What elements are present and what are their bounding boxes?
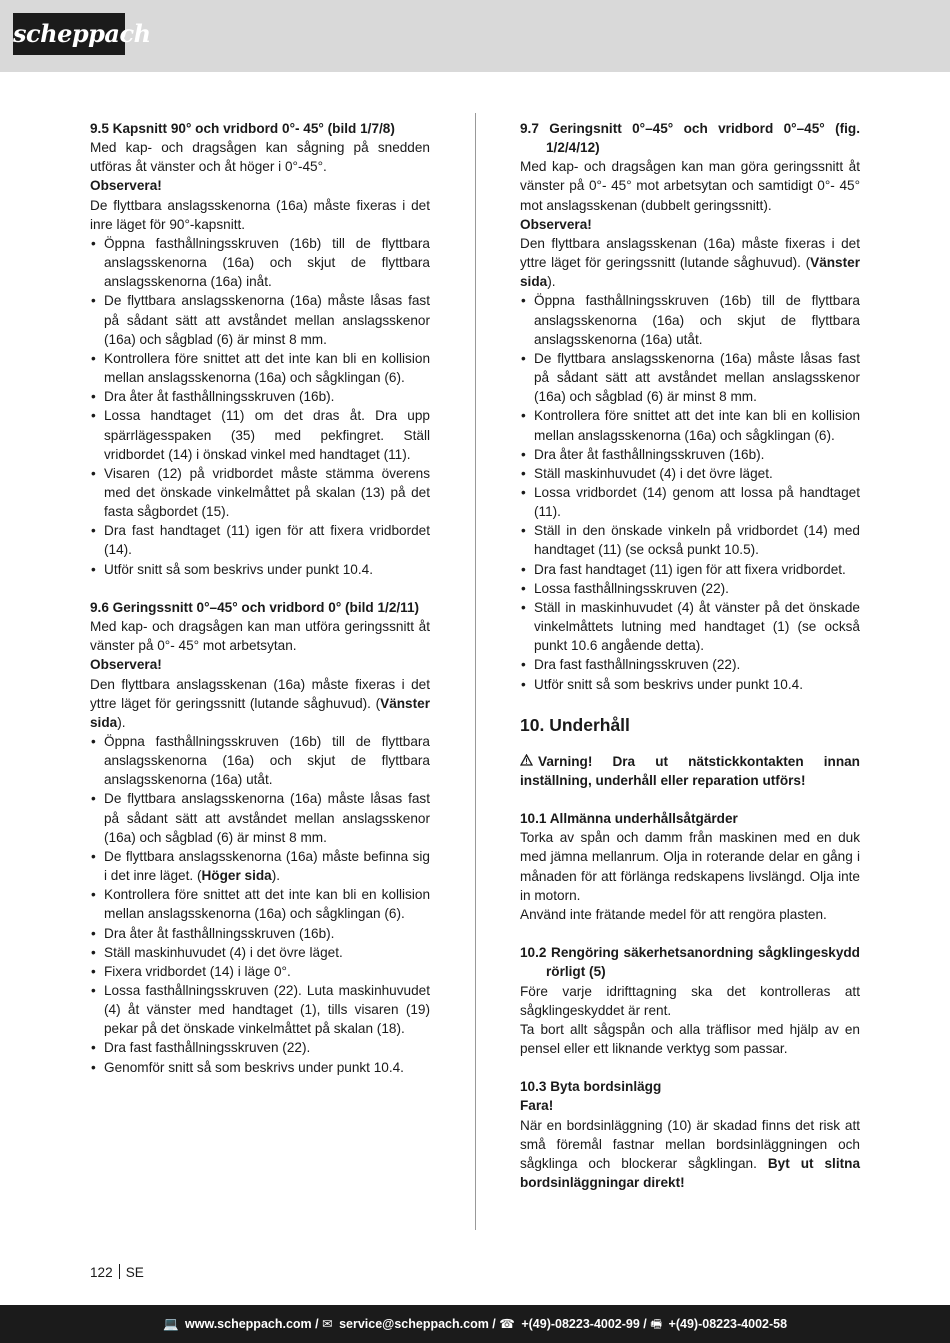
brand-logo: scheppach xyxy=(13,13,125,55)
list-item: • Öppna fasthållningsskruven (16b) till de flyttbara anslagsskenorna (16a) och skjut de flyttbara anslagsskenorna (16a) utåt. xyxy=(90,732,430,789)
paragraph: När en bordsinläggning (10) är skadad finns det risk att små föremål fastnar mellan bordsinläggningen och sågklinga och blockerar sågklingan. Byt ut slitna bordsinläggningar direkt! xyxy=(520,1117,861,1191)
list-item: • De flyttbara anslagsskenorna (16a) måste låsas fast på sådant sätt att avståndet mellan anslagsskenor (16a) och sågblad (6) är minst 8 mm. xyxy=(520,349,860,406)
paragraph: Använd inte frätande medel för att rengöra plasten. xyxy=(520,906,827,922)
paragraph: Ta bort allt sågspån och alla träflisor med hjälp av en pensel eller ett liknande verktyg som passar. xyxy=(520,1021,860,1056)
section-heading-10-1: 10.1 Allmänna underhållsåtgärder xyxy=(520,811,738,827)
list-item: • Kontrollera före snittet att det inte kan bli en kollision mellan anslagsskenorna (16a) och sågklingan (6). xyxy=(520,406,860,444)
paragraph: Med kap- och dragsågen kan sågning på snedden utföras åt vänster och åt höger i 0°-45°. xyxy=(90,140,430,175)
computer-icon: 💻 xyxy=(162,1317,179,1331)
danger-label: Fara! xyxy=(520,1098,554,1114)
paragraph: Torka av spån och damm från maskinen med en duk med jämna mellanrum. Olja in roterande delar en gång i månaden för att förlänga redskapens livslängd. Olja inte in motorn. xyxy=(520,830,860,903)
paragraph: Med kap- och dragsågen kan man göra geringssnitt åt vänster på 0°- 45° mot arbetsytan och samtidigt 0°- 45° mot anslagsskenan (dubbelt geringssnitt). xyxy=(520,159,860,213)
email-link[interactable]: service@scheppach.com / xyxy=(339,1317,496,1331)
paragraph: De flyttbara anslagsskenorna (16a) måste fixeras i det inre läget för 90°-kapsnitt. xyxy=(90,197,430,232)
email-icon: ✉ xyxy=(322,1317,333,1331)
right-column xyxy=(520,119,860,1192)
list-item: • Kontrollera före snittet att det inte kan bli en kollision mellan anslagsskenorna (16a) och sågklingan (6). xyxy=(90,885,430,923)
observe-label: Observera! xyxy=(90,657,162,673)
list-item: • Öppna fasthållningsskruven (16b) till de flyttbara anslagsskenorna (16a) och skjut de flyttbara anslagsskenorna (16a) inåt. xyxy=(90,234,430,291)
warning-triangle-icon xyxy=(520,752,533,771)
list-item: • Ställ in maskinhuvudet (4) åt vänster på det önskade vinkelmåttets lutning med handtaget (1) (se också punkt 10.6 angående detta). xyxy=(520,598,860,655)
list-item: • Lossa fasthållningsskruven (22). xyxy=(520,579,860,598)
list-item: • Dra åter åt fasthållningsskruven (16b). xyxy=(90,387,430,406)
column-divider xyxy=(475,113,476,1230)
footer-bar xyxy=(0,1305,950,1343)
list-item: • Dra åter åt fasthållningsskruven (16b). xyxy=(90,924,430,943)
list-item: • Dra fast handtaget (11) igen för att fixera vridbordet (14). xyxy=(90,521,430,559)
list-item: • De flyttbara anslagsskenorna (16a) måste låsas fast på sådant sätt att avståndet mellan anslagsskenor (16a) och sågblad (6) är minst 8 mm. xyxy=(90,291,430,348)
phone-icon: ☎ xyxy=(499,1317,515,1331)
list-item: • Utför snitt så som beskrivs under punkt 10.4. xyxy=(90,560,430,579)
list-item: • Dra fast fasthållningsskruven (22). xyxy=(520,655,860,674)
left-column xyxy=(90,119,430,1077)
paragraph: Före varje idrifttagning ska det kontrolleras att sågklingeskyddet är rent. xyxy=(520,983,860,1018)
section-heading-9-7: 9.7 Geringsnitt 0°–45° och vridbord 0°–45° (fig. 1/2/4/12) xyxy=(520,121,860,156)
list-item: • Utför snitt så som beskrivs under punkt 10.4. xyxy=(520,675,860,694)
phone-number: +(49)-08223-4002-99 / xyxy=(521,1317,647,1331)
warning-note: Varning! Dra ut nätstickkontakten innan inställning, underhåll eller reparation utförs! xyxy=(520,753,860,788)
bold-text: Byt ut slitna bordsinläggningar direkt! xyxy=(520,1155,861,1191)
header-bar xyxy=(0,0,950,72)
section-heading-10-3: 10.3 Byta bordsinlägg xyxy=(520,1079,662,1095)
list-item: • De flyttbara anslagsskenorna (16a) måste låsas fast på sådant sätt att avståndet mellan anslagsskenor (16a) och sågblad (6) är minst 8 mm. xyxy=(90,789,430,846)
bullet-list xyxy=(90,234,430,579)
bold-text: Vänster sida xyxy=(520,255,860,290)
fax-icon: 🖷 xyxy=(650,1317,663,1331)
list-item: • Dra fast fasthållningsskruven (22). xyxy=(90,1038,430,1057)
list-item: • Lossa vridbordet (14) genom att lossa på handtaget (11). xyxy=(520,483,860,521)
list-item: • Ställ in den önskade vinkeln på vridbordet (14) med handtaget (11) (se också punkt 10.5). xyxy=(520,521,860,559)
bold-text: Höger sida xyxy=(201,868,272,884)
observe-label: Observera! xyxy=(520,216,592,232)
paragraph: Den flyttbara anslagsskenan (16a) måste fixeras i det yttre läget för geringssnitt (lutande såghuvud). (Vänster sida). xyxy=(520,235,860,290)
section-heading-9-6: 9.6 Geringssnitt 0°–45° och vridbord 0° (bild 1/2/11) xyxy=(90,599,420,615)
paragraph: Den flyttbara anslagsskenan (16a) måste fixeras i det yttre läget för geringssnitt (lutande såghuvud). (Vänster sida). xyxy=(90,676,430,730)
list-item: • Kontrollera före snittet att det inte kan bli en kollision mellan anslagsskenorna (16a) och sågklingan (6). xyxy=(90,349,430,387)
list-item: • Lossa fasthållningsskruven (22). Luta maskinhuvudet (4) åt vänster med handtaget (1), tills visaren (19) pekar på det önskade vinkelmåttet på skalan (18). xyxy=(90,981,430,1038)
section-heading-10-2: 10.2 Rengöring säkerhetsanordning sågklingeskydd rörligt (5) xyxy=(520,945,860,980)
list-item: • Dra åter åt fasthållningsskruven (16b). xyxy=(520,445,860,464)
section-heading-10: 10. Underhåll xyxy=(520,714,630,735)
list-item: • Ställ maskinhuvudet (4) i det övre läget. xyxy=(90,943,430,962)
list-item: • Fixera vridbordet (14) i läge 0°. xyxy=(90,962,430,981)
bullet-list xyxy=(90,732,430,1077)
list-item: • Öppna fasthållningsskruven (16b) till de flyttbara anslagsskenorna (16a) och skjut de flyttbara anslagsskenorna (16a) utåt. xyxy=(520,291,860,348)
paragraph: Med kap- och dragsågen kan man utföra geringssnitt åt vänster på 0°- 45° mot arbetsytan. xyxy=(90,619,430,654)
list-item: • Dra fast handtaget (11) igen för att fixera vridbordet. xyxy=(520,560,860,579)
fax-number: +(49)-08223-4002-58 xyxy=(668,1317,788,1331)
website-link[interactable]: www.scheppach.com / xyxy=(185,1317,319,1331)
bold-text: Vänster sida xyxy=(90,695,430,730)
list-item: • De flyttbara anslagsskenorna (16a) måste befinna sig i det inre läget. (Höger sida). xyxy=(90,847,430,885)
list-item: • Ställ maskinhuvudet (4) i det övre läget. xyxy=(520,464,860,483)
list-item: • Lossa handtaget (11) om det dras åt. Dra upp spärrlägesspaken (35) med pekfingret. Ställ vridbordet (14) i önskad vinkel med handtaget (11). xyxy=(90,406,430,463)
observe-label: Observera! xyxy=(90,178,162,194)
list-item: • Genomför snitt så som beskrivs under punkt 10.4. xyxy=(90,1058,430,1077)
section-heading-9-5: 9.5 Kapsnitt 90° och vridbord 0°- 45° (bild 1/7/8) xyxy=(90,121,395,136)
page-number: 122 SE xyxy=(90,1265,144,1280)
list-item: • Visaren (12) på vridbordet måste stämma överens med det önskade vinkelmåttet på skalan (13) på det fasta sågbordet (15). xyxy=(90,464,430,521)
bullet-list xyxy=(520,291,860,693)
